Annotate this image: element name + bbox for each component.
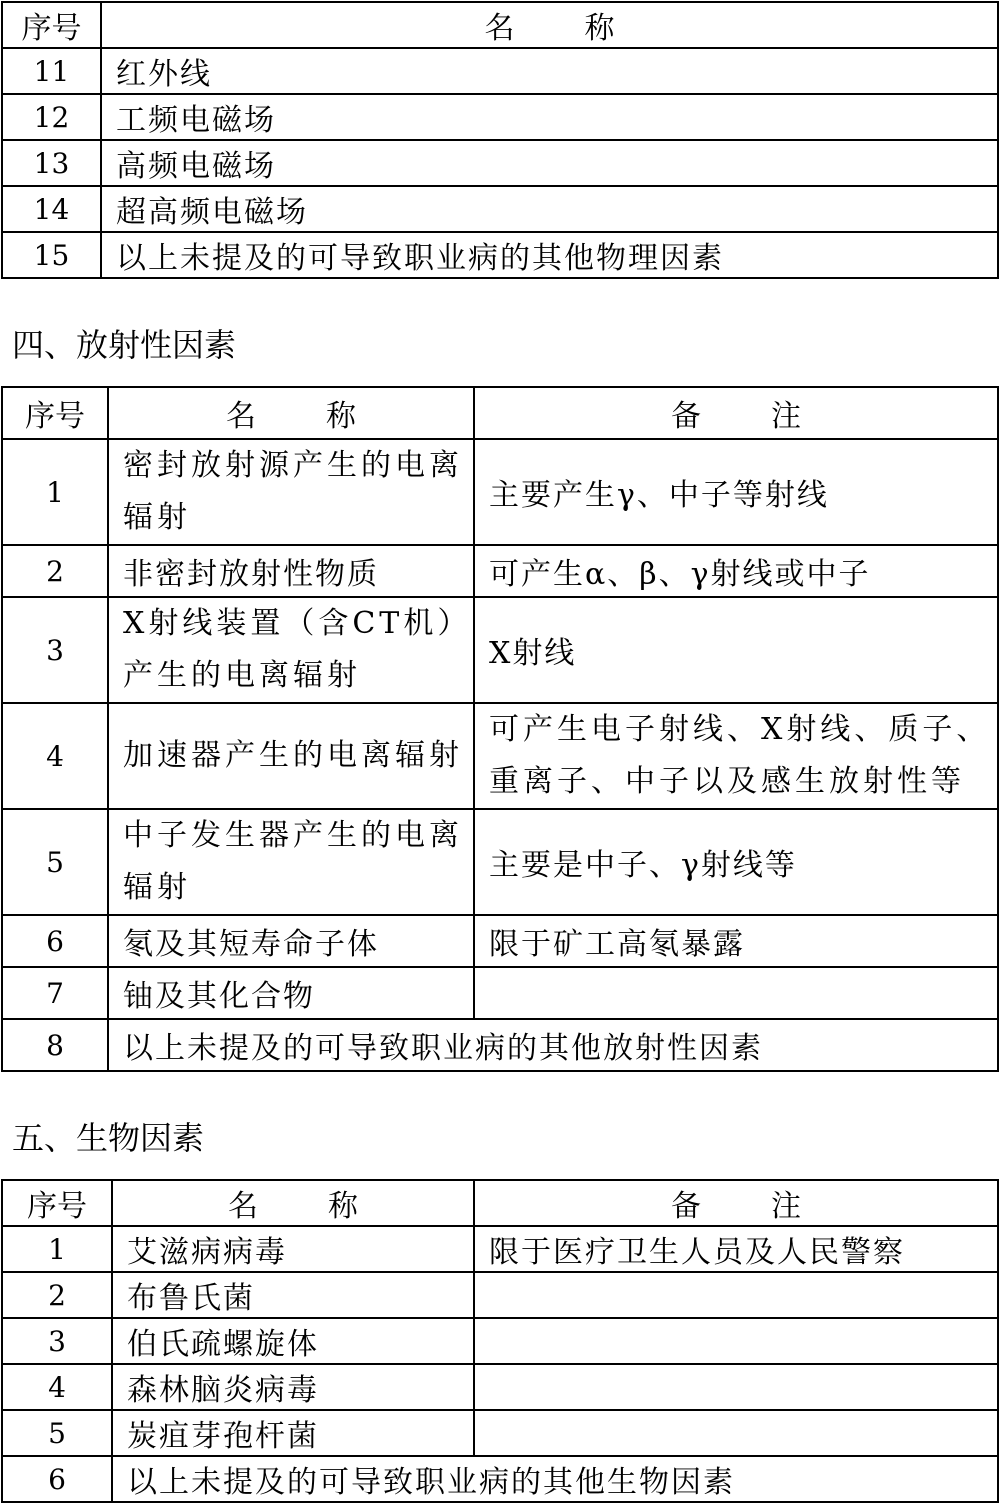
row-number: 8	[2, 1019, 108, 1071]
name-header-b: 称	[326, 399, 356, 434]
row-number: 2	[2, 545, 108, 597]
row-note: 可产生α、β、γ射线或中子	[474, 545, 998, 597]
row-name: 非密封放射性物质	[108, 545, 474, 597]
row-note	[474, 1410, 998, 1456]
note-header-b: 注	[771, 1189, 801, 1224]
table-row	[2, 809, 998, 915]
table-row	[2, 1019, 998, 1071]
row-name: 铀及其化合物	[108, 967, 474, 1019]
table-row	[2, 1272, 998, 1318]
table-row	[2, 1364, 998, 1410]
biological-factors-table	[1, 1179, 999, 1503]
table-header-row	[2, 1180, 998, 1226]
row-note: 限于医疗卫生人员及人民警察	[474, 1226, 998, 1272]
table-row	[2, 703, 998, 809]
row-note: X射线	[474, 597, 998, 703]
row-name: 伯氏疏螺旋体	[112, 1318, 474, 1364]
table-row	[2, 232, 998, 278]
table-row	[2, 94, 998, 140]
row-note: 主要是中子、γ射线等	[474, 809, 998, 915]
row-number: 2	[2, 1272, 112, 1318]
row-number: 5	[2, 1410, 112, 1456]
section-title-radioactive: 四、放射性因素	[12, 326, 237, 364]
name-header-a: 名	[226, 399, 256, 434]
row-number: 13	[2, 140, 101, 186]
table-row	[2, 1456, 998, 1502]
note-header	[474, 1180, 998, 1226]
row-note: 限于矿工高氡暴露	[474, 915, 998, 967]
row-name: 布鲁氏菌	[112, 1272, 474, 1318]
row-name: 高频电磁场	[101, 140, 998, 186]
row-note	[474, 967, 998, 1019]
row-number: 11	[2, 48, 101, 94]
table-row	[2, 545, 998, 597]
table-row	[2, 48, 998, 94]
name-header	[108, 387, 474, 439]
row-number: 7	[2, 967, 108, 1019]
seq-header: 序号	[2, 1180, 112, 1226]
row-name: 中子发生器产生的电离辐射	[108, 809, 474, 915]
row-note: 可产生电子射线、X射线、质子、重离子、中子以及感生放射性等	[474, 703, 998, 809]
row-name: 以上未提及的可导致职业病的其他物理因素	[101, 232, 998, 278]
row-number: 5	[2, 809, 108, 915]
table-row	[2, 967, 998, 1019]
table-row	[2, 915, 998, 967]
row-number: 3	[2, 597, 108, 703]
table-row	[2, 186, 998, 232]
row-number: 4	[2, 1364, 112, 1410]
row-number: 4	[2, 703, 108, 809]
note-header-a: 备	[671, 399, 701, 434]
row-number: 14	[2, 186, 101, 232]
row-number: 6	[2, 1456, 112, 1502]
row-name: 森林脑炎病毒	[112, 1364, 474, 1410]
row-name: 以上未提及的可导致职业病的其他生物因素	[112, 1456, 998, 1502]
table-row	[2, 1410, 998, 1456]
name-header-b: 称	[328, 1189, 358, 1224]
row-name: 工频电磁场	[101, 94, 998, 140]
row-number: 12	[2, 94, 101, 140]
table-row	[2, 1226, 998, 1272]
row-name: 艾滋病病毒	[112, 1226, 474, 1272]
row-name: 加速器产生的电离辐射	[108, 703, 474, 809]
note-header-b: 注	[771, 399, 801, 434]
table-row	[2, 1318, 998, 1364]
row-note	[474, 1272, 998, 1318]
row-note	[474, 1318, 998, 1364]
table-header-row	[2, 2, 998, 48]
table-row	[2, 140, 998, 186]
name-header-a: 名	[484, 11, 515, 46]
name-header	[101, 2, 998, 48]
row-name: 超高频电磁场	[101, 186, 998, 232]
row-name: 氡及其短寿命子体	[108, 915, 474, 967]
note-header	[474, 387, 998, 439]
table-row	[2, 439, 998, 545]
seq-header: 序号	[2, 387, 108, 439]
name-header-a: 名	[228, 1189, 258, 1224]
section-title-biological: 五、生物因素	[12, 1119, 205, 1157]
name-header	[112, 1180, 474, 1226]
row-number: 1	[2, 1226, 112, 1272]
row-note: 主要产生γ、中子等射线	[474, 439, 998, 545]
row-number: 15	[2, 232, 101, 278]
row-number: 6	[2, 915, 108, 967]
row-number: 3	[2, 1318, 112, 1364]
row-number: 1	[2, 439, 108, 545]
row-name: 红外线	[101, 48, 998, 94]
row-name: 以上未提及的可导致职业病的其他放射性因素	[108, 1019, 998, 1071]
radioactive-factors-table	[1, 386, 999, 1072]
table-row	[2, 597, 998, 703]
note-header-a: 备	[671, 1189, 701, 1224]
row-note	[474, 1364, 998, 1410]
row-name: 密封放射源产生的电离辐射	[108, 439, 474, 545]
name-header-b: 称	[584, 11, 615, 46]
row-name: 炭疽芽孢杆菌	[112, 1410, 474, 1456]
table-header-row	[2, 387, 998, 439]
seq-header: 序号	[2, 2, 101, 48]
physical-factors-table	[1, 1, 999, 279]
row-name: X射线装置（含CT机）产生的电离辐射	[108, 597, 474, 703]
